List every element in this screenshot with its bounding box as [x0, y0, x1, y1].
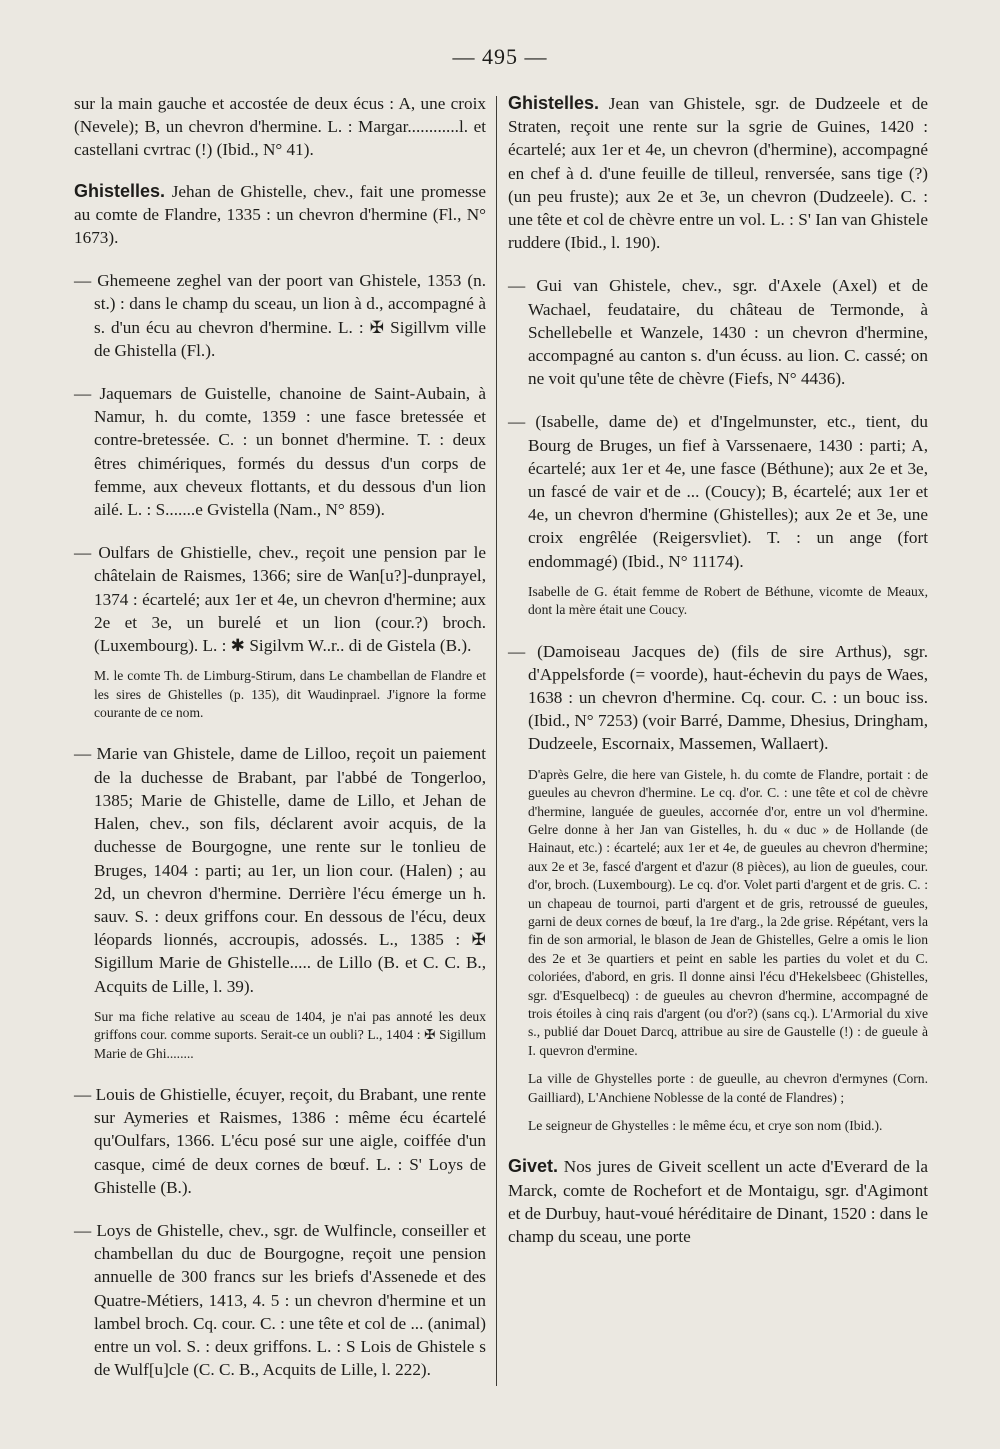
- entry-sub: — Oulfars de Ghistielle, chev., reçoit une pension par le châtelain de Raismes, 1366; sire de Wan[u?]-dunprayel, 1374 : écartelé; aux 1er et 4e, un chevron d'hermine; aux 2e et 3e, un burelé et un lion (cour.?) broch. (Luxembourg). L. : ✱ Sigilvm W..r.. di de Gistela (B.).: [74, 543, 486, 656]
- right-column: [508, 92, 928, 1268]
- entry-heading: [508, 92, 928, 254]
- entry-sub: — Marie van Ghistele, dame de Lilloo, reçoit un paiement de la duchesse de Brabant, par l'abbé de Tongerloo, 1385; Marie de Ghistelle, dame de Lillo, et Jehan de Halen, chev., son fils, déclarent avoir acquis, de la duchesse de Bourgogne, une rente sur le tonlieu de Bruges, 1404 : parti; au 1er, un lion cour. (Halen) ; au 2d, un chevron d'hermine. Derrière l'écu émerge un h. sauv. S. : deux griffons cour. En dessous de l'écu, deux léopards lionnés, accroupis, adossés. L., 1385 : ✠ Sigillum Marie de Ghistelle..... de Lillo (B. et C. C. B., Acquits de Lille, l. 39).: [74, 744, 486, 996]
- entry-sub: — Ghemeene zeghel van der poort van Ghistele, 1353 (n. st.) : dans le champ du sceau, un lion à d., accompagné à s. d'un écu au chevron d'hermine. L. : ✠ Sigillvm ville de Ghistella (Fl.).: [74, 271, 486, 360]
- entry-head-word: Ghistelles.: [74, 180, 166, 201]
- left-column: [74, 92, 486, 1401]
- entry-sub: — Loys de Ghistelle, chev., sgr. de Wulfincle, conseiller et chambellan du duc de Bourgogne, reçoit une pension annuelle de 300 francs sur les briefs d'Assenede et des Quatre-Métiers, 1413, 4. 5 : un chevron d'hermine et un lambel broch. Cq. cour. C. : une tête et col de ... (animal) entre un vol. S. : deux griffons. L. : S Lois de Ghistele s de Wulf[u]cle (C. C. B., Acquits de Lille, l. 222).: [74, 1220, 486, 1380]
- entry-sub: — (Damoiseau Jacques de) (fils de sire Arthus), sgr. d'Appelsforde (= voorde), haut-échevin du pays de Waes, 1638 : un chevron d'hermine. Cq. cour. C. : un bouc iss. (Ibid., N° 7253) (voir Barré, Damme, Dhesius, Dringham, Dudzeele, Escornaix, Massemen, Wallaert).: [508, 641, 928, 754]
- entry-sub: — (Isabelle, dame de) et d'Ingelmunster, etc., tient, du Bourg de Bruges, un fief à Varssenaere, 1430 : parti; A, écartelé; aux 1er et 4e, une fasce (Béthune); aux 2e et 3e, un fascé de vair et de ... (Coucy); B, écartelé; aux 1er et 4e, un chevron d'hermine (Ghistelles); aux 2e et 3e, une croix engrêlée (Reigersvliet). T. : un ange (fort endommagé) (Ibid., N° 11174).: [508, 412, 928, 571]
- entry-sub: — Louis de Ghistielle, écuyer, reçoit, du Brabant, une rente sur Aymeries et Raismes, 1386 : même écu écartelé qu'Oulfars, 1366. L'écu posé sur une aigle, coiffée d'un casque, cimé de deux cornes de bœuf. L. : S' Loys de Ghistelle (B.).: [74, 1084, 486, 1197]
- entry-sub: — Jaquemars de Guistelle, chanoine de Saint-Aubain, à Namur, h. du comte, 1359 : une fasce bretessée et contre-bretessée. C. : un bonnet d'hermine. T. : deux êtres chimériques, formés du dessus d'un corps de femme, aux cheveux flottants, et du dessous d'un lion ailé. L. : S.......e Gvistella (Nam., N° 859).: [74, 384, 486, 520]
- column-divider: [496, 96, 497, 1386]
- entry-text: Jean van Ghistele, sgr. de Dudzeele et de Straten, reçoit une rente sur la sgrie de Guines, 1420 : écartelé; aux 1er et 4e, un chevron (d'hermine), accompagné en chef à d. d'une feuille de tilleul, renversée, sans tige (?) (un peu fruste); aux 2e et 3e, un chevron (Dudzeele). C. : une tête et col de chèvre entre un vol. L. : S' Ian van Ghistele ruddere (Ibid., l. 190).: [508, 94, 928, 253]
- entry-note: M. le comte Th. de Limburg-Stirum, dans Le chambellan de Flandre et les sires de Ghistelles (p. 135), dit Waudinprael. J'ignore la forme courante de ce nom.: [94, 668, 486, 721]
- entry-heading: [74, 180, 486, 250]
- entry-heading: [508, 1155, 928, 1248]
- entry-note: La ville de Ghystelles porte : de gueulle, au chevron d'ermynes (Corn. Gailliard), L'Anchiene Noblesse de la conté de Flandres) ;: [528, 1071, 928, 1105]
- entry-note: Le seigneur de Ghystelles : le même écu, et crye son nom (Ibid.).: [528, 1118, 883, 1133]
- entry-text: Nos jures de Giveit scellent un acte d'Everard de la Marck, comte de Rochefort et de Montaigu, sgr. d'Agimont et de Durbuy, haut-voué héréditaire de Dinant, 1520 : dans le champ du sceau, une porte: [508, 1157, 928, 1247]
- entry-text: Jehan de Ghistelle, chev., fait une promesse au comte de Flandre, 1335 : un chevron d'hermine (Fl., N° 1673).: [74, 181, 486, 248]
- entry-head-word: Ghistelles.: [508, 93, 600, 113]
- entry-sub: — Gui van Ghistele, chev., sgr. d'Axele (Axel) et de Wachael, feudataire, du château de Termonde, à Schellebelle et Wanzele, 1430 : un chevron d'hermine, accompagné au canton s. d'un écuss. au lion. C. cassé; on ne voit qu'une tête de chèvre (Fiefs, N° 4436).: [508, 276, 928, 389]
- entry-note: D'après Gelre, die here van Gistele, h. du comte de Flandre, portait : de gueules au chevron d'hermine. Le cq. d'or. C. : une tête et col de chèvre d'hermine, languée de gueules, accornée d'or, entre un vol d'hermine. Gelre donne à her Jan van Gistelles, h. du « duc » de Hollande (de Hainaut, etc.) : écartelé; aux 1er et 4e, de gueules au chevron d'hermine; aux 2e et 3e, fascé d'argent et d'azur (8 pièces), au lion de gueules, cour. d'or, broch. (Luxembourg). Le cq. d'or. Volet parti d'argent et de gris. C. : un chapeau de tournoi, parti d'argent et de gris, retroussé de gueules, garni de deux cornes de bœuf, la 1re d'arg., la 2de grise. Répétant, vers la fin de son armorial, le blason de Jean de Ghistelles, Gelre a omis le lion des 2e et 3e quartiers et peint en sable les parties du volet et du C. coloriées, d'abord, en gris. Il donne ainsi l'écu d'Hekelsbeec (Ghistelles, sgr. d'Esquelbecq) : de gueules au chevron d'hermine, accompagné de trois étoiles à cinq rais d'argent (ou d'or?) (sans cq.). L'Armorial du xive s., publié dar Douet Darcq, attribue au sire de Gaustelle (!) : de gueule à I. quevron d'ermine.: [528, 766, 928, 1058]
- entry-head-word: Givet.: [508, 1156, 559, 1177]
- entry-note: Isabelle de G. était femme de Robert de Béthune, vicomte de Meaux, dont la mère était une Coucy.: [528, 583, 928, 618]
- entry-note: Sur ma fiche relative au sceau de 1404, je n'ai pas annoté les deux griffons cour. comme suports. Serait-ce un oubli? L., 1404 : ✠ Sigillum Marie de Ghi........: [94, 1008, 486, 1061]
- page-number: — 495 —: [452, 44, 548, 69]
- entry-continuation: sur la main gauche et accostée de deux écus : A, une croix (Nevele); B, un chevron d'hermine. L. : Margar............l. et castellani cvrtrac (!) (Ibid., N° 41).: [74, 94, 486, 160]
